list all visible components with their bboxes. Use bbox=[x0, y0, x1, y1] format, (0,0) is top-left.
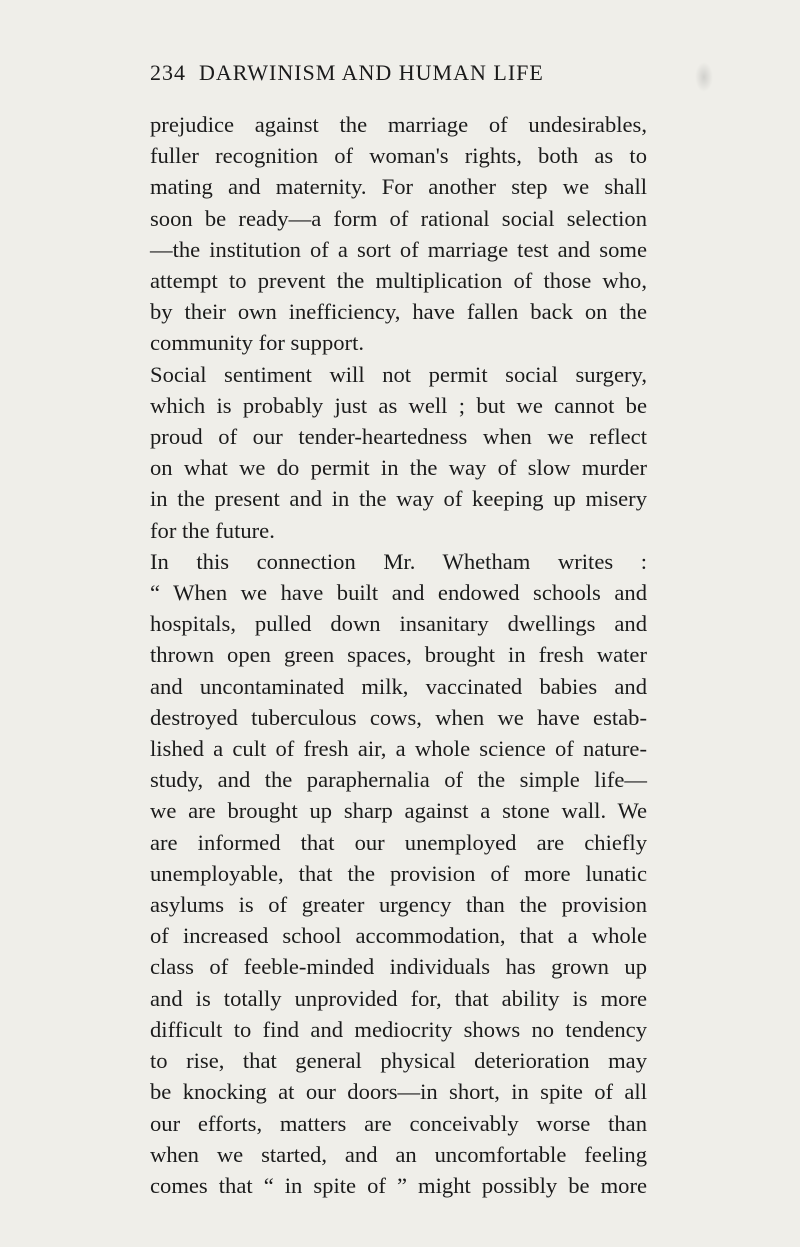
text-line: In this connection Mr. Whetham writes : bbox=[150, 548, 647, 574]
text-line: Social sentiment will not permit social surgery, bbox=[150, 361, 647, 387]
text-line: of increased school accommodation, that a whole bbox=[150, 923, 647, 949]
page-number: 234 bbox=[150, 60, 186, 85]
text-line: lished a cult of fresh air, a whole science of nature- bbox=[150, 736, 647, 762]
text-line: in the present and in the way of keeping up misery bbox=[150, 486, 647, 512]
text-line: fuller recognition of woman's rights, both as to bbox=[150, 143, 647, 169]
text-line: attempt to prevent the multiplication of those who, bbox=[150, 268, 647, 294]
text-line: when we started, and an uncomfortable feeling bbox=[150, 1141, 647, 1167]
text-line: unemployable, that the provision of more lunatic bbox=[150, 860, 647, 886]
text-line: asylums is of greater urgency than the provision bbox=[150, 892, 647, 918]
text-line: difficult to find and mediocrity shows no tendency bbox=[150, 1016, 647, 1042]
text-line: soon be ready—a form of rational social selection bbox=[150, 205, 647, 231]
text-line: class of feeble-minded individuals has grown up bbox=[150, 954, 647, 980]
text-line: comes that “ in spite of ” might possibly be more bbox=[150, 1172, 647, 1198]
text-line: are informed that our unemployed are chiefly bbox=[150, 829, 647, 855]
text-line: “ When we have built and endowed schools and bbox=[150, 580, 647, 606]
text-line: for the future. bbox=[150, 517, 275, 543]
text-line: destroyed tuberculous cows, when we have estab- bbox=[150, 704, 647, 730]
text-line: by their own inefficiency, have fallen back on the bbox=[150, 299, 647, 325]
text-line: we are brought up sharp against a stone wall. We bbox=[150, 798, 647, 824]
text-line: community for support. bbox=[150, 330, 364, 356]
text-line: study, and the paraphernalia of the simple life— bbox=[150, 767, 647, 793]
text-line: —the institution of a sort of marriage test and some bbox=[150, 236, 647, 262]
text-line: hospitals, pulled down insanitary dwellings and bbox=[150, 611, 647, 637]
text-line: and uncontaminated milk, vaccinated babies and bbox=[150, 673, 647, 699]
text-line: on what we do permit in the way of slow murder bbox=[150, 455, 647, 481]
text-line: proud of our tender-heartedness when we reflect bbox=[150, 424, 647, 450]
print-smudge bbox=[695, 62, 713, 92]
body-text bbox=[150, 109, 647, 1201]
text-line: thrown open green spaces, brought in fresh water bbox=[150, 642, 647, 668]
text-line: our efforts, matters are conceivably worse than bbox=[150, 1110, 647, 1136]
running-title: DARWINISM AND HUMAN LIFE bbox=[199, 60, 544, 85]
text-line: which is probably just as well ; but we cannot be bbox=[150, 392, 647, 418]
text-line: to rise, that general physical deterioration may bbox=[150, 1048, 647, 1074]
text-line: be knocking at our doors—in short, in spite of all bbox=[150, 1079, 647, 1105]
page-header bbox=[150, 60, 650, 92]
text-line: and is totally unprovided for, that ability is more bbox=[150, 985, 647, 1011]
text-line: prejudice against the marriage of undesirables, bbox=[150, 112, 647, 137]
text-line: mating and maternity. For another step we shall bbox=[150, 174, 647, 200]
